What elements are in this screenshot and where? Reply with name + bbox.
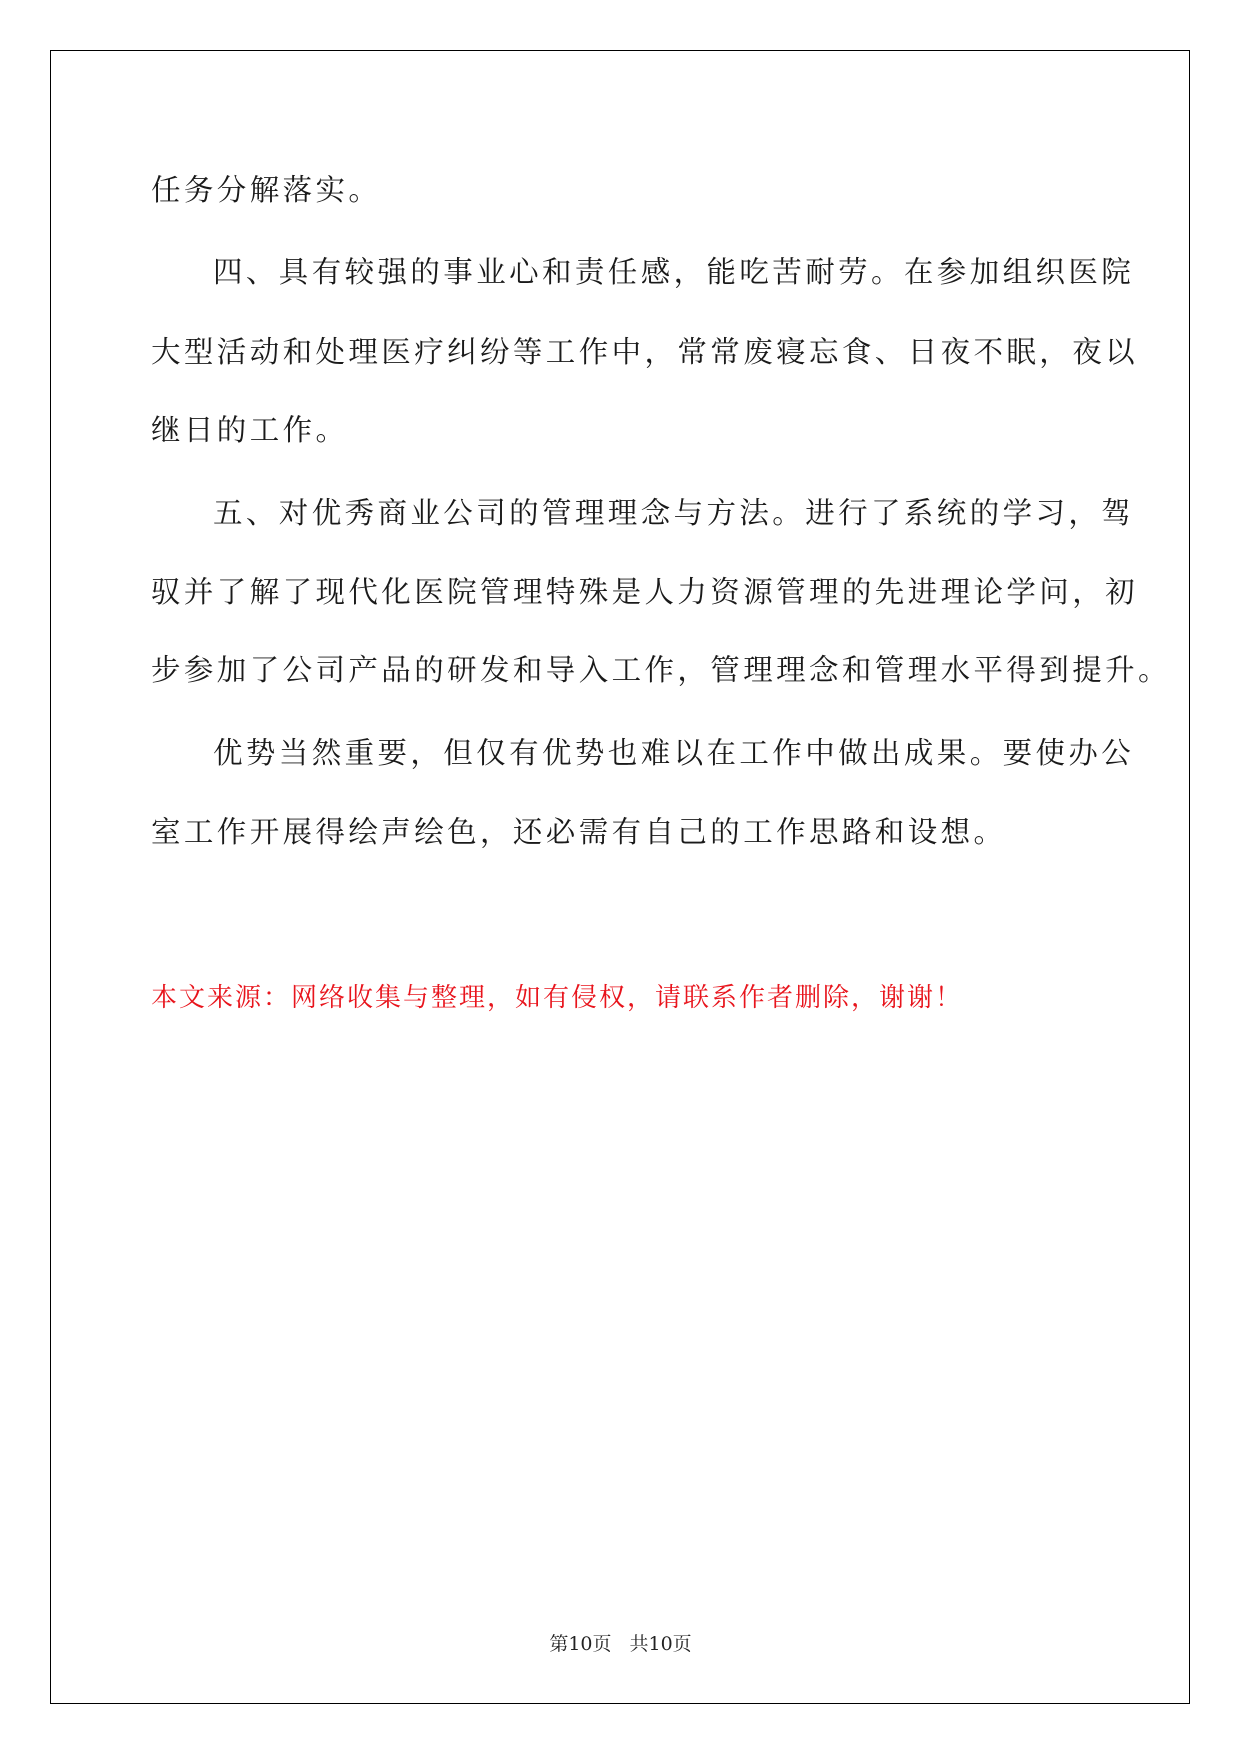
paragraph-line-4: 继日的工作。 — [151, 413, 349, 447]
paragraph-line-3: 大型活动和处理医疗纠纷等工作中，常常废寝忘食、日夜不眠，夜以 — [151, 335, 1139, 369]
paragraph-line-6: 驭并了解了现代化医院管理特殊是人力资源管理的先进理论学问，初 — [151, 575, 1139, 609]
page-border — [50, 50, 1190, 1704]
page-total: 共10页 — [629, 1633, 692, 1655]
page-footer — [0, 1632, 1241, 1656]
source-notice: 本文来源：网络收集与整理，如有侵权，请联系作者删除，谢谢！ — [151, 983, 964, 1013]
page-number: 第10页 — [549, 1633, 612, 1655]
paragraph-line-5: 五、对优秀商业公司的管理理念与方法。进行了系统的学习，驾 — [213, 496, 1135, 530]
paragraph-line-8: 优势当然重要，但仅有优势也难以在工作中做出成果。要使办公 — [213, 736, 1135, 770]
paragraph-line-9: 室工作开展得绘声绘色，还必需有自己的工作思路和设想。 — [151, 815, 1007, 849]
paragraph-line-2: 四、具有较强的事业心和责任感，能吃苦耐劳。在参加组织医院 — [213, 255, 1135, 289]
paragraph-line-1: 任务分解落实。 — [151, 173, 382, 207]
paragraph-line-7: 步参加了公司产品的研发和导入工作，管理理念和管理水平得到提升。 — [151, 653, 1171, 687]
